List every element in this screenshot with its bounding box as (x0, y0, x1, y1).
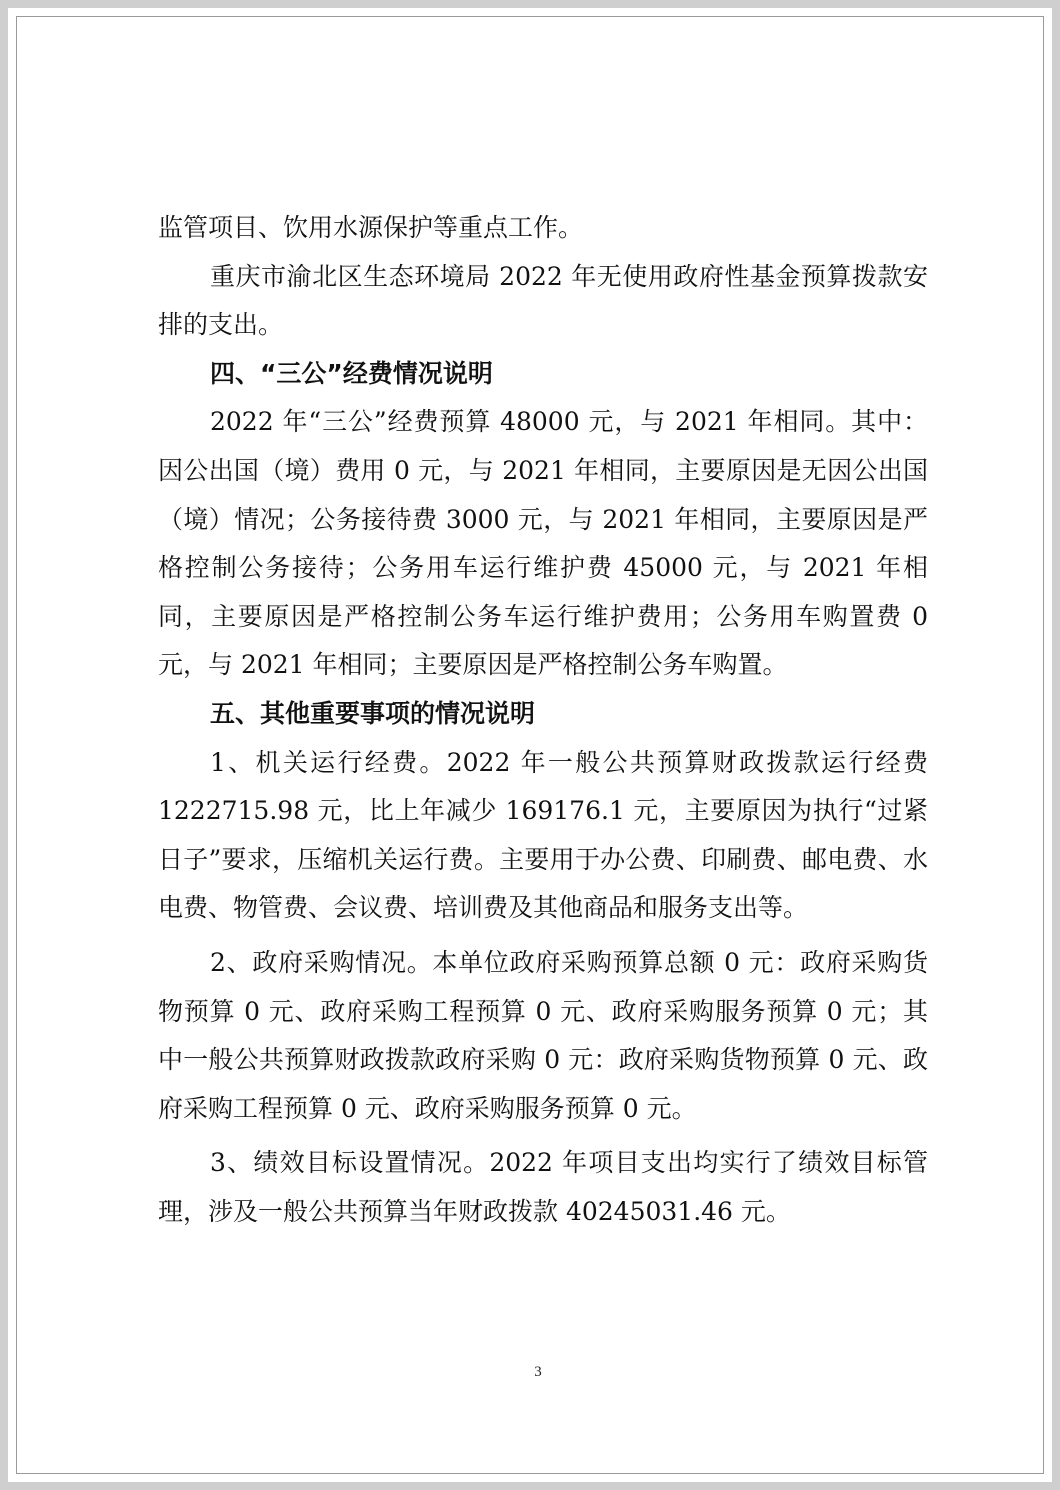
paragraph-continuation: 监管项目、饮用水源保护等重点工作。 (158, 213, 584, 242)
paragraph-performance-goals: 3、绩效目标设置情况。2022 年项目支出均实行了绩效目标管理，涉及一般公共预算当年财政拨款 40245031.46 元。 (158, 1148, 928, 1226)
paragraph-operating-expenses: 1、机关运行经费。2022 年一般公共预算财政拨款运行经费 1222715.98 元，比上年减少 169176.1 元，主要原因为执行“过紧日子”要求，压缩机关运行费。主要用于办公费、印刷费、邮电费、水电费、物管费、会议费、培训费及其他商品和服务支出等。 (158, 747, 928, 923)
paragraph-fund-budget: 重庆市渝北区生态环境局 2022 年无使用政府性基金预算拨款安排的支出。 (158, 261, 928, 340)
section-heading-other-matters: 五、其他重要事项的情况说明 (210, 698, 536, 728)
section-heading-three-public: 四、“三公”经费情况说明 (210, 358, 493, 388)
paragraph-procurement: 2、政府采购情况。本单位政府采购预算总额 0 元：政府采购货物预算 0 元、政府采购工程预算 0 元、政府采购服务预算 0 元；其中一般公共预算财政拨款政府采购 0 元：政府采购货物预算 0 元、政府采购工程预算 0 元、政府采购服务预算 0 元。 (158, 947, 928, 1123)
paragraph-three-public-expenses: 2022 年“三公”经费预算 48000 元，与 2021 年相同。其中：因公出国（境）费用 0 元，与 2021 年相同，主要原因是无因公出国（境）情况；公务接待费 3000 元，与 2021 年相同，主要原因是严格控制公务接待；公务用车运行维护费 45000 元，与 2021 年相同，主要原因是严格控制公务车运行维护费用；公务用车购置费 0 元，与 2021 年相同；主要原因是严格控制公务车购置。 (158, 407, 928, 680)
document-body (158, 204, 928, 1236)
page-number: 3 (534, 1364, 542, 1380)
